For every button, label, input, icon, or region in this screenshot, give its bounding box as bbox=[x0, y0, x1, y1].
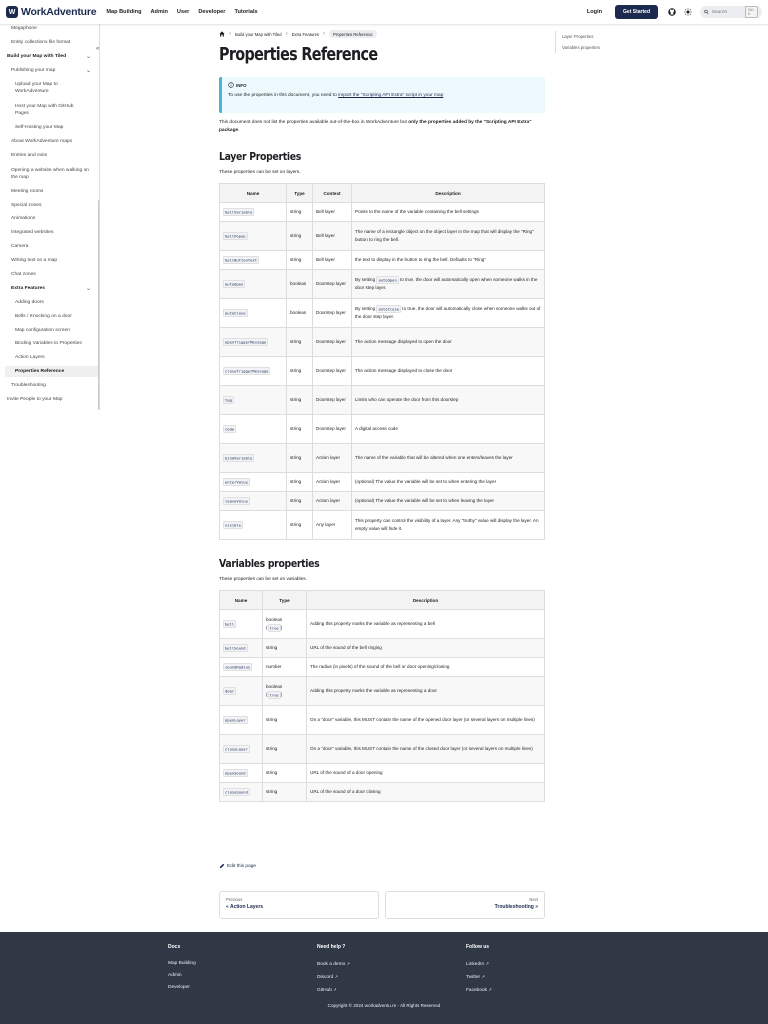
footer-link-linkedin[interactable]: LinkedIn ↗ bbox=[466, 961, 489, 967]
footer-link-github[interactable]: GitHub ↗ bbox=[317, 987, 337, 993]
cell-type: string bbox=[263, 735, 307, 764]
brand-name: WorkAdventure bbox=[21, 6, 97, 18]
sidebar-item-map-config-screen[interactable]: Map configuration screen bbox=[15, 328, 70, 333]
home-icon[interactable] bbox=[219, 31, 225, 38]
pager-previous[interactable] bbox=[219, 891, 379, 919]
sidebar-item-binding-variables[interactable]: Binding Variables to Properties bbox=[15, 341, 82, 346]
cell-context: Any layer bbox=[313, 511, 352, 540]
cell-type: boolean bbox=[287, 270, 313, 299]
cell-description: By setting autoClose to true, the door will automatically close when someone walks out of the door step layer. bbox=[352, 299, 545, 328]
layer-properties-intro: These properties can be set on layers. bbox=[219, 170, 301, 175]
external-link-icon: ↗ bbox=[346, 961, 350, 966]
sidebar-item-invite-people[interactable]: Invite People to your Map bbox=[7, 397, 63, 402]
property-name-code: bellVariable bbox=[225, 209, 253, 214]
get-started-button[interactable]: Get Started bbox=[615, 5, 658, 19]
cell-context: Bell layer bbox=[313, 222, 352, 251]
sidebar-item-bells[interactable]: Bells / Knocking on a door bbox=[15, 314, 72, 319]
property-name-code: openSound bbox=[225, 770, 246, 775]
sidebar-item-build-your-map[interactable]: Build your Map with Tiled bbox=[7, 54, 67, 59]
table-row bbox=[220, 610, 545, 639]
cell-description: The action message displayed to open the door bbox=[352, 328, 545, 357]
cell-name bbox=[220, 251, 287, 270]
property-name-code: leaveValue bbox=[225, 498, 248, 503]
cell-description: The radius (in pixels) of the sound of the bell or door opening/closing bbox=[307, 658, 545, 677]
table-row bbox=[220, 783, 545, 802]
nav-link-user[interactable]: User bbox=[176, 9, 190, 15]
cell-type: string bbox=[287, 222, 313, 251]
property-name-code: closeTriggerMessage bbox=[225, 368, 269, 373]
sidebar-item-self-hosting[interactable]: Self-Hosting your Map bbox=[15, 125, 64, 130]
sidebar-item-chat-zones[interactable]: Chat zones bbox=[11, 272, 36, 277]
layer-properties-heading: Layer Properties bbox=[219, 150, 301, 163]
property-name-code: closeLayer bbox=[225, 746, 248, 751]
column-header-description: Description bbox=[307, 591, 545, 610]
breadcrumb-current: Properties Reference bbox=[329, 30, 377, 38]
cell-description: (optional) The value the variable will be set to when entering the layer bbox=[352, 473, 545, 492]
cell-name bbox=[220, 511, 287, 540]
pager-next-label: Troubleshooting » bbox=[494, 904, 538, 910]
footer-column-title: Docs bbox=[168, 944, 181, 950]
info-label: INFO bbox=[236, 82, 247, 88]
cell-type: string bbox=[287, 386, 313, 415]
external-link-icon: ↗ bbox=[485, 961, 489, 966]
table-row bbox=[220, 677, 545, 706]
footer-column-docs bbox=[168, 944, 196, 994]
cell-description: URL of the sound of the bell ringing bbox=[307, 639, 545, 658]
chevron-down-icon[interactable]: ⌄ bbox=[86, 286, 92, 292]
cell-name bbox=[220, 677, 263, 706]
property-name-code: soundRadius bbox=[225, 664, 251, 669]
cell-name bbox=[220, 706, 263, 735]
chevron-down-icon[interactable]: ⌄ bbox=[86, 54, 92, 60]
cell-context: Bell layer bbox=[313, 203, 352, 222]
pager-next[interactable] bbox=[385, 891, 545, 919]
cell-context: Doorstep layer bbox=[313, 357, 352, 386]
sidebar-item-writing-text[interactable]: Writing text on a map bbox=[11, 258, 58, 263]
footer-link-developer[interactable]: Developer bbox=[168, 985, 190, 990]
property-name-code: bellSound bbox=[225, 645, 246, 650]
cell-type: string bbox=[287, 415, 313, 444]
breadcrumb-item[interactable]: Extra Features bbox=[291, 31, 320, 37]
cell-context: Action layer bbox=[313, 473, 352, 492]
cell-name bbox=[220, 270, 287, 299]
inline-code: true bbox=[269, 692, 279, 697]
cell-name bbox=[220, 203, 287, 222]
cell-context: Doorstep layer bbox=[313, 270, 352, 299]
sidebar-scrollbar[interactable] bbox=[98, 200, 100, 410]
table-row bbox=[220, 270, 545, 299]
nav-link-admin[interactable]: Admin bbox=[150, 9, 168, 15]
cell-type: string bbox=[287, 473, 313, 492]
breadcrumb bbox=[219, 29, 545, 39]
property-name-code: bellPopup bbox=[225, 233, 246, 238]
cell-context: Doorstep layer bbox=[313, 299, 352, 328]
info-text: To use the properties in this document, you need to import the "Scripting API Extra" script in your map bbox=[228, 93, 444, 98]
property-name-code: autoClose bbox=[225, 310, 246, 315]
variables-properties-table bbox=[219, 590, 545, 802]
sidebar-item-meeting-rooms[interactable]: Meeting rooms bbox=[11, 189, 44, 194]
sidebar-item-entity-collections[interactable]: Entity collections file format bbox=[11, 40, 71, 45]
cell-context: Doorstep layer bbox=[313, 415, 352, 444]
cell-name bbox=[220, 492, 287, 511]
sidebar-item-entries-exits[interactable]: Entries and exits bbox=[11, 153, 48, 158]
breadcrumb-item[interactable]: Build your Map with Tiled bbox=[235, 31, 282, 37]
property-name-code: openTriggerMessage bbox=[225, 339, 267, 344]
cell-description: A digital access code bbox=[352, 415, 545, 444]
table-row bbox=[220, 386, 545, 415]
table-row bbox=[220, 511, 545, 540]
pager-previous-label: « Action Layers bbox=[226, 904, 264, 910]
footer bbox=[0, 932, 768, 1024]
sidebar-item-opening-website[interactable]: Opening a website when walking on the map bbox=[11, 168, 90, 180]
github-icon[interactable] bbox=[668, 8, 676, 16]
main-content bbox=[219, 29, 545, 802]
cell-type: string bbox=[263, 639, 307, 658]
pencil-icon bbox=[219, 863, 225, 869]
footer-link-map-building[interactable]: Map Building bbox=[168, 961, 196, 966]
pager-next-sublabel: Next bbox=[529, 897, 538, 902]
external-link-icon: ↗ bbox=[488, 987, 492, 992]
cell-type: boolean ( true ) bbox=[263, 677, 307, 706]
cell-description: On a "door" variable, this MUST contain the name of the closed door layer (or several layers on multiple lines) bbox=[307, 735, 545, 764]
external-link-icon: ↗ bbox=[481, 974, 485, 979]
cell-description: The name of a rectangle object on the object layer in the map that will display the "Ring" button to ring the bell. bbox=[352, 222, 545, 251]
search-box[interactable] bbox=[700, 6, 762, 18]
cell-type: boolean ( true ) bbox=[263, 610, 307, 639]
cell-name bbox=[220, 386, 287, 415]
cell-type: string bbox=[263, 783, 307, 802]
sidebar-item-camera[interactable]: Camera bbox=[11, 244, 29, 249]
table-row bbox=[220, 222, 545, 251]
brand[interactable] bbox=[6, 6, 96, 18]
footer-link-twitter[interactable]: Twitter ↗ bbox=[466, 974, 485, 980]
table-row bbox=[220, 764, 545, 783]
table-row bbox=[220, 299, 545, 328]
search-icon bbox=[704, 9, 709, 15]
cell-type: string bbox=[287, 444, 313, 473]
cell-name bbox=[220, 764, 263, 783]
pager-previous-sublabel: Previous bbox=[226, 897, 243, 902]
cell-context: Doorstep layer bbox=[313, 328, 352, 357]
breadcrumb-separator-icon: › bbox=[285, 31, 288, 37]
property-name-code: bindVariable bbox=[225, 455, 253, 460]
table-row bbox=[220, 415, 545, 444]
cell-context: Action layer bbox=[313, 444, 352, 473]
sidebar-item-action-layers[interactable]: Action Layers bbox=[15, 355, 45, 360]
cell-name bbox=[220, 783, 263, 802]
toc-link-variables-properties[interactable]: Variables properties bbox=[562, 45, 600, 50]
sidebar-item-about-maps[interactable]: About WorkAdventure maps bbox=[11, 139, 73, 144]
nav-link-developer[interactable]: Developer bbox=[198, 9, 226, 15]
cell-description: On a "door" variable, this MUST contain the name of the opened door layer (or several layers on multiple lines) bbox=[307, 706, 545, 735]
sidebar-item-publishing[interactable]: Publishing your map bbox=[11, 68, 56, 73]
cell-description: URL of the sound of a door closing bbox=[307, 783, 545, 802]
inline-code: autoClose bbox=[378, 306, 400, 311]
cell-name bbox=[220, 299, 287, 328]
column-header-description: Description bbox=[352, 184, 545, 203]
cell-context: Bell layer bbox=[313, 251, 352, 270]
footer-column-follow bbox=[466, 944, 492, 997]
table-row bbox=[220, 473, 545, 492]
cell-name bbox=[220, 473, 287, 492]
cell-description: By setting autoOpen to true, the door will automatically open when someone walks in the door step layer. bbox=[352, 270, 545, 299]
copyright-text: Copyright © 2024 workadventu.re - All Rights Reserved bbox=[327, 1003, 441, 1008]
table-row bbox=[220, 492, 545, 511]
inline-code: autoOpen bbox=[378, 277, 397, 282]
cell-context: Doorstep layer bbox=[313, 386, 352, 415]
sidebar-item-properties-reference[interactable]: Properties Reference bbox=[15, 369, 65, 374]
navbar bbox=[0, 0, 768, 24]
sidebar-item-integrated-websites[interactable]: Integrated websites bbox=[11, 230, 54, 235]
table-row bbox=[220, 357, 545, 386]
cell-description: This property can control the visibility of a layer. Any "truthy" value will display the layer. An empty value will hide it. bbox=[352, 511, 545, 540]
cell-description: the text to display in the button to ring the bell. Defaults to "Ring" bbox=[352, 251, 545, 270]
property-name-code: code bbox=[225, 426, 235, 431]
sidebar-item-upload-map[interactable]: Upload your Map to WorkAdventure bbox=[15, 82, 58, 94]
table-row bbox=[220, 658, 545, 677]
cell-name bbox=[220, 735, 263, 764]
sidebar-item-megaphone[interactable]: Megaphone bbox=[11, 26, 37, 31]
cell-type: string bbox=[287, 328, 313, 357]
property-name-code: closeSound bbox=[225, 789, 248, 794]
property-name-code: bellButtonText bbox=[225, 257, 258, 262]
cell-type: string bbox=[263, 764, 307, 783]
property-name-code: openLayer bbox=[225, 717, 246, 722]
breadcrumb-separator-icon: › bbox=[229, 31, 231, 37]
sidebar-item-adding-doors[interactable]: Adding doors bbox=[15, 300, 44, 305]
variables-properties-heading: Variables properties bbox=[219, 557, 320, 570]
table-row bbox=[220, 639, 545, 658]
cell-name bbox=[220, 328, 287, 357]
footer-column-title: Need help ? bbox=[317, 944, 346, 950]
cell-type: string bbox=[287, 357, 313, 386]
column-header-name: Name bbox=[220, 184, 287, 203]
collapse-sidebar-chevron-icon[interactable]: « bbox=[96, 46, 100, 52]
import-script-link[interactable]: import the "Scripting API Extra" script in your map bbox=[338, 93, 444, 98]
cell-description: (optional) The value the variable will be set to when leaving the layer bbox=[352, 492, 545, 511]
cell-type: boolean bbox=[287, 299, 313, 328]
property-name-code: door bbox=[225, 688, 235, 693]
property-name-code: bell bbox=[225, 621, 235, 626]
cell-description: Limits who can operate the door from this doorstep bbox=[352, 386, 545, 415]
column-header-context: Context bbox=[313, 184, 352, 203]
table-row bbox=[220, 251, 545, 270]
footer-link-discord[interactable]: Discord ↗ bbox=[317, 974, 338, 980]
footer-link-facebook[interactable]: Facebook ↗ bbox=[466, 987, 492, 993]
cell-name bbox=[220, 658, 263, 677]
column-header-name: Name bbox=[220, 591, 263, 610]
sidebar-item-extra-features[interactable]: Extra Features bbox=[11, 286, 45, 291]
info-admonition bbox=[219, 77, 545, 113]
cell-type: string bbox=[263, 706, 307, 735]
toc-link-layer-properties[interactable]: Layer Properties bbox=[562, 34, 594, 39]
footer-link-admin[interactable]: Admin bbox=[168, 973, 182, 978]
cell-name bbox=[220, 444, 287, 473]
cell-description: The name of the variable that will be altered when one enters/leaves the layer bbox=[352, 444, 545, 473]
table-row bbox=[220, 328, 545, 357]
variables-properties-intro: These properties can be set on variables. bbox=[219, 577, 307, 582]
cell-type: string bbox=[287, 492, 313, 511]
cell-description: Points to the name of the variable containing the bell settings bbox=[352, 203, 545, 222]
column-header-type: Type bbox=[263, 591, 307, 610]
cell-name bbox=[220, 415, 287, 444]
cell-description: Adding this property marks the variable as representing a door bbox=[307, 677, 545, 706]
property-name-code: autoOpen bbox=[225, 281, 244, 286]
footer-column-help bbox=[317, 944, 350, 997]
external-link-icon: ↗ bbox=[334, 974, 338, 979]
cell-description: The action message displayed to close the door bbox=[352, 357, 545, 386]
property-name-code: tag bbox=[225, 397, 232, 402]
cell-name bbox=[220, 357, 287, 386]
theme-toggle-sun-icon[interactable] bbox=[684, 8, 692, 16]
chevron-down-icon[interactable]: ⌄ bbox=[86, 68, 92, 74]
sidebar-item-animations[interactable]: Animations bbox=[11, 216, 36, 221]
table-row bbox=[220, 203, 545, 222]
inline-code: true bbox=[269, 625, 279, 630]
cell-type: number bbox=[263, 658, 307, 677]
cell-description: Adding this property marks the variable as representing a bell bbox=[307, 610, 545, 639]
sidebar-item-github-pages[interactable]: Host your Map with GitHub Pages bbox=[15, 104, 74, 116]
edit-this-page-link[interactable]: Edit this page bbox=[219, 863, 256, 869]
table-row bbox=[220, 706, 545, 735]
cell-type: string bbox=[287, 511, 313, 540]
search-input[interactable] bbox=[712, 10, 742, 15]
property-name-code: enterValue bbox=[225, 479, 248, 484]
info-admonition-heading bbox=[228, 82, 539, 88]
property-name-code: visible bbox=[225, 522, 242, 527]
cell-name bbox=[220, 639, 263, 658]
nav-link-map-building[interactable]: Map Building bbox=[106, 9, 142, 15]
cell-type: string bbox=[287, 251, 313, 270]
layer-properties-table bbox=[219, 183, 545, 540]
cell-context: Action layer bbox=[313, 492, 352, 511]
login-link[interactable]: Login bbox=[586, 9, 603, 15]
search-shortcut-badge: Ctrl K bbox=[745, 6, 758, 18]
cell-type: string bbox=[287, 203, 313, 222]
table-row bbox=[220, 735, 545, 764]
intro-paragraph: This document does not list the properties available out-of-the-box in WorkAdventure but only the properties added by the "Scripting API Extra" package. bbox=[219, 120, 532, 133]
column-header-type: Type bbox=[287, 184, 313, 203]
cell-name bbox=[220, 610, 263, 639]
footer-link-book-demo[interactable]: Book a demo ↗ bbox=[317, 961, 350, 967]
table-of-contents bbox=[555, 31, 655, 53]
cell-name bbox=[220, 222, 287, 251]
nav-link-tutorials[interactable]: Tutorials bbox=[234, 9, 258, 15]
external-link-icon: ↗ bbox=[333, 987, 337, 992]
info-icon bbox=[228, 82, 234, 88]
page-title: Properties Reference bbox=[219, 45, 378, 65]
workadventure-logo-icon: W bbox=[6, 6, 18, 18]
sidebar-item-special-zones[interactable]: Special zones bbox=[11, 203, 42, 208]
sidebar-item-troubleshooting[interactable]: Troubleshooting bbox=[11, 383, 46, 388]
table-row bbox=[220, 444, 545, 473]
breadcrumb-separator-icon: › bbox=[323, 31, 326, 37]
sidebar bbox=[0, 24, 100, 410]
cell-description: URL of the sound of a door opening bbox=[307, 764, 545, 783]
footer-column-title: Follow us bbox=[466, 944, 490, 950]
